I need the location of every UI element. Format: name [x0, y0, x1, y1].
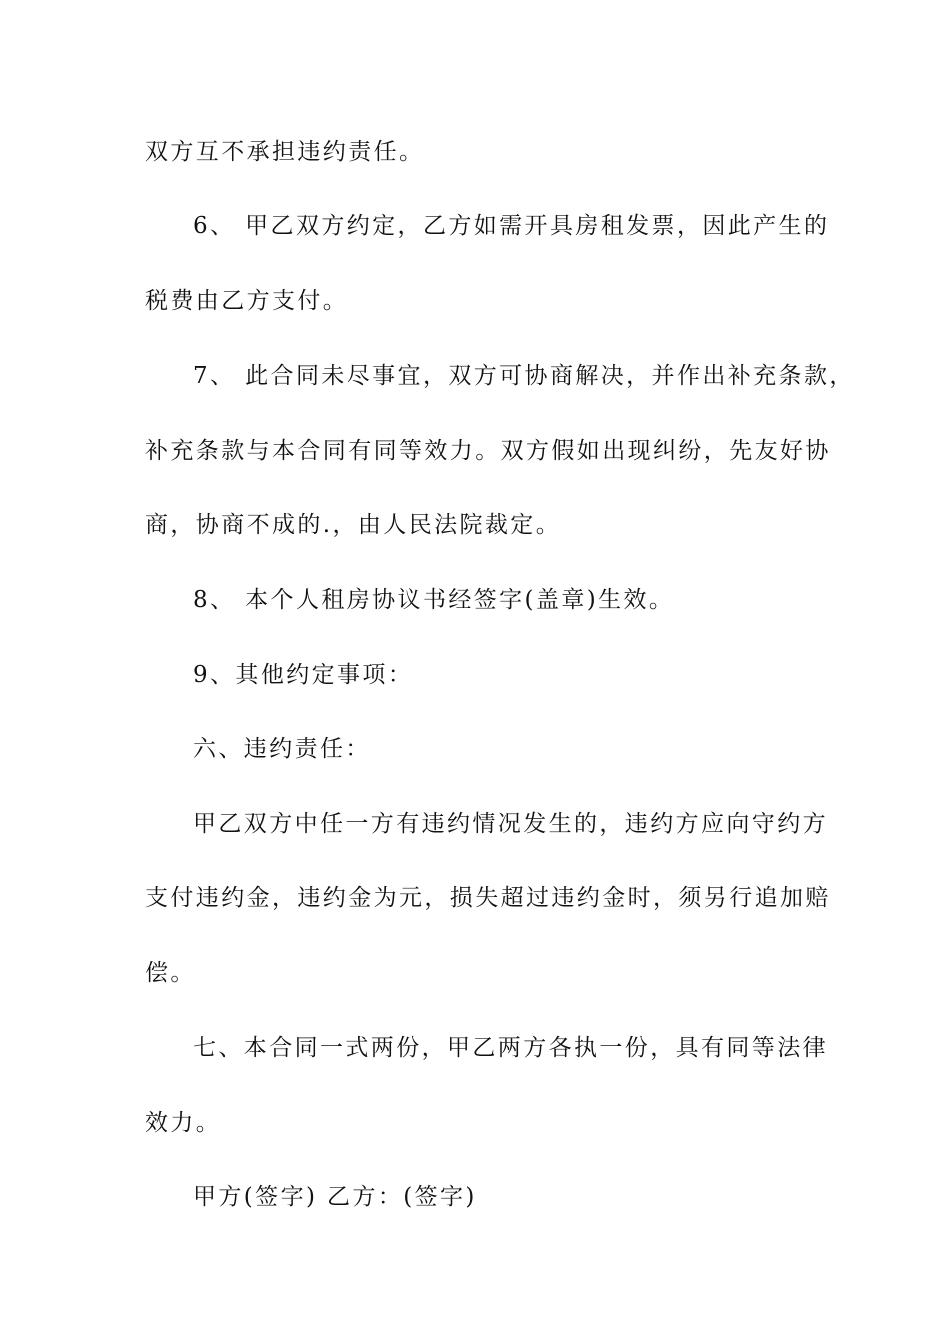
text-line-8: 9、其他约定事项：: [193, 662, 414, 688]
text-line-13: 七、本合同一式两份，甲乙两方各执一份，具有同等法律: [193, 1035, 828, 1061]
text-line-1: 双方互不承担违约责任。: [145, 139, 425, 165]
signature-line: 甲方(签字) 乙方：(签字): [193, 1184, 477, 1210]
text-line-14: 效力。: [145, 1110, 222, 1136]
text-line-2: 6、 甲乙双方约定，乙方如需开具房租发票，因此产生的: [193, 213, 830, 239]
text-line-6: 商，协商不成的.，由人民法院裁定。: [145, 512, 562, 538]
text-line-11: 支付违约金，违约金为元，损失超过违约金时，须另行追加赔: [145, 885, 831, 911]
text-line-4: 7、 此合同未尽事宜，双方可协商解决，并作出补充条款，: [193, 363, 855, 389]
text-line-9: 六、违约责任：: [193, 736, 371, 762]
text-line-5: 补充条款与本合同有同等效力。双方假如出现纠纷，先友好协: [145, 438, 831, 464]
text-line-12: 偿。: [145, 960, 196, 986]
text-line-3: 税费由乙方支付。: [145, 288, 349, 314]
text-line-7: 8、 本个人租房协议书经签字(盖章)生效。: [193, 587, 675, 613]
text-line-10: 甲乙双方中任一方有违约情况发生的，违约方应向守约方: [193, 811, 828, 837]
